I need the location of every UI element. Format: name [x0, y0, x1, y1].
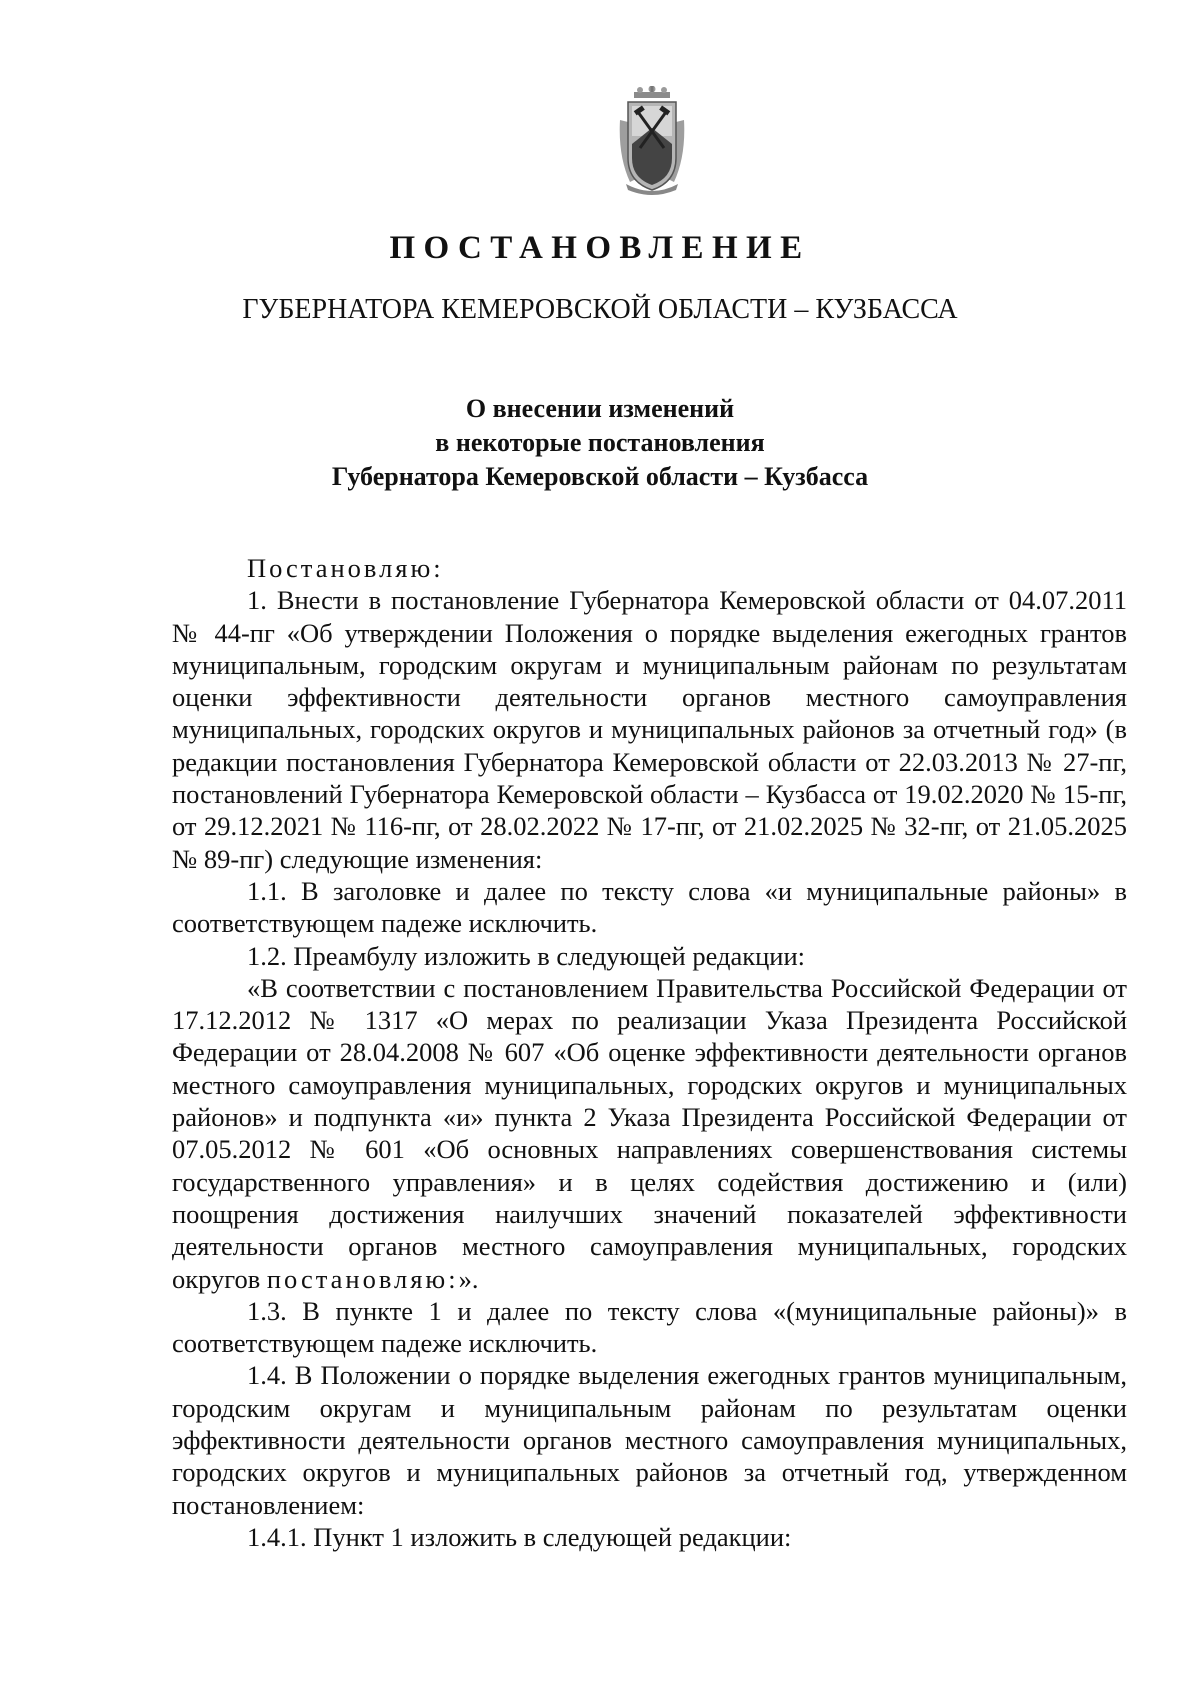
quote-end: ». — [458, 1263, 479, 1294]
title-line-2: в некоторые постановления — [435, 428, 765, 457]
paragraph-quote — [172, 972, 1127, 1295]
issuer-heading: ГУБЕРНАТОРА КЕМЕРОВСКОЙ ОБЛАСТИ – КУЗБАССА — [242, 294, 958, 325]
document-body — [172, 552, 1127, 1553]
preamble-word: Постановляю: — [247, 553, 444, 583]
coat-of-arms-emblem — [616, 86, 688, 198]
document-title — [0, 392, 1200, 494]
title-line-3: Губернатора Кемеровской области – Кузбасса — [331, 462, 869, 491]
paragraph-1-4: 1.4. В Положении о порядке выделения ежегодных грантов муниципальным, городским округам и муниципальным районам по результатам оценки эффективности деятельности органов местного самоуправления муниципальных, городских округов и муниципальных районов за отчетный год, утвержденном постановлением: — [172, 1360, 1127, 1520]
coat-of-arms-icon — [616, 86, 688, 198]
paragraph-1-3: 1.3. В пункте 1 и далее по тексту слова «(муниципальные районы)» в соответствующем падеже исключить. — [172, 1295, 1127, 1359]
paragraph-1-4-1: 1.4.1. Пункт 1 изложить в следующей редакции: — [247, 1521, 792, 1552]
paragraph-1: 1. Внести в постановление Губернатора Кемеровской области от 04.07.2011 № 44-пг «Об утверждении Положения о порядке выделения ежегодных грантов муниципальным, городским округам и муниципальным районам по результатам оценки эффективности деятельности органов местного самоуправления муниципальных, городских округов и муниципальных районов за отчетный год» (в редакции постановления Губернатора Кемеровской области от 22.03.2013 № 27-пг, постановлений Губернатора Кемеровской области – Кузбасса от 19.02.2020 № 15-пг, от 29.12.2021 № 116-пг, от 28.02.2022 № 17-пг, от 21.02.2025 № 32-пг, от 21.05.2025 № 89-пг) следующие изменения: — [172, 585, 1127, 874]
paragraph-1-1: 1.1. В заголовке и далее по тексту слова «и муниципальные районы» в соответствующем падеже исключить. — [172, 875, 1127, 939]
quote-text: «В соответствии с постановлением Правительства Российской Федерации от 17.12.2012 № 1317 «О мерах по реализации Указа Президента Российской Федерации от 28.04.2008 № 607 «Об оценке эффективности деятельности органов местного самоуправления муниципальных, городских округов и муниципальных районов» и подпункта «и» пункта 2 Указа Президента Российской Федерации от 07.05.2012 № 601 «Об основных направлениях совершенствования системы государственного управления» и в целях содействия достижению и (или) поощрения достижения наилучших значений показателей эффективности деятельности органов местного самоуправления муниципальных, городских округов — [172, 972, 1127, 1294]
quote-decree-word: постановляю: — [266, 1263, 459, 1294]
title-line-1: О внесении изменений — [465, 394, 735, 423]
document-type-heading: ПОСТАНОВЛЕНИЕ — [389, 230, 811, 266]
paragraph-1-2: 1.2. Преамбулу изложить в следующей редакции: — [247, 940, 806, 971]
